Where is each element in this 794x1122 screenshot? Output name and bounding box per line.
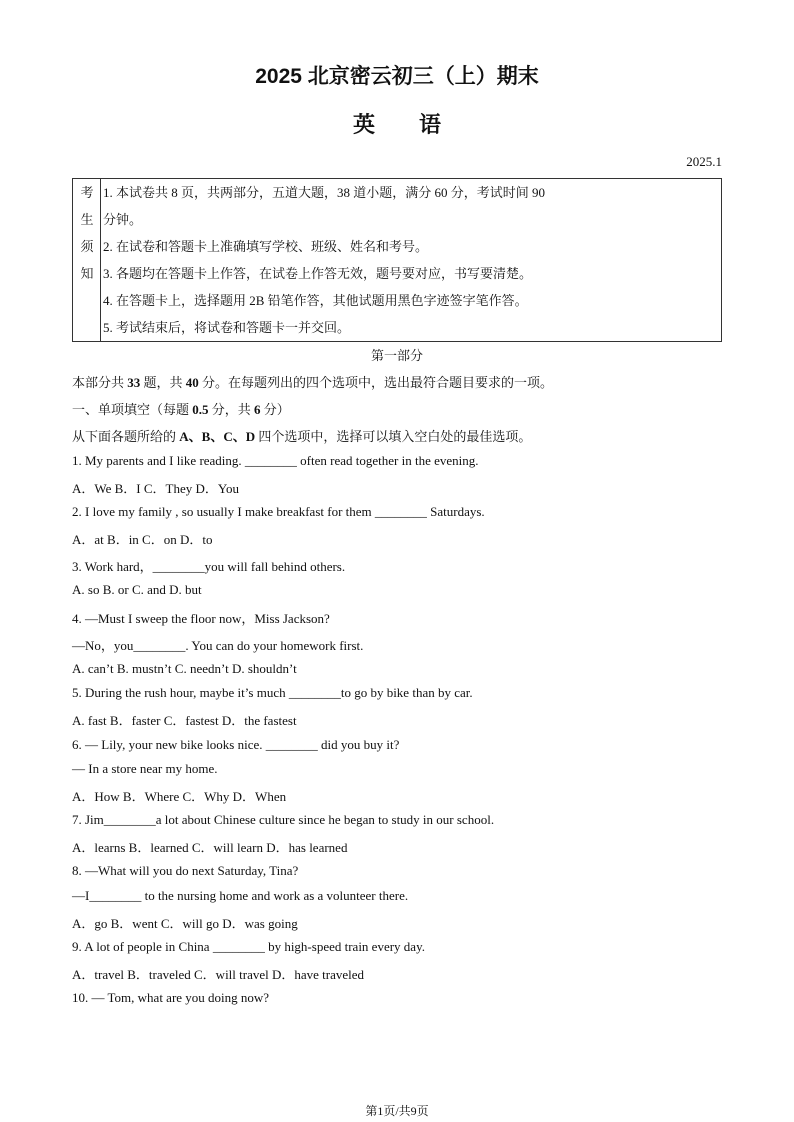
notice-side-char: 考	[80, 185, 94, 200]
question-stem: 9. A lot of people in China ________ by high-speed train every day.	[72, 939, 425, 954]
exam-date: 2025.1	[686, 154, 722, 169]
question-options: A．go B．went C．will go D．was going	[72, 916, 298, 931]
question-stem: 6. — Lily, your new bike looks nice. ________ did you buy it?	[72, 737, 400, 752]
question-stem: 10. — Tom, what are you doing now?	[72, 990, 270, 1005]
question-stem: —I________ to the nursing home and work as a volunteer there.	[72, 888, 409, 903]
part-heading: 第一部分	[370, 348, 423, 363]
question-stem: 2. I love my family , so usually I make breakfast for them ________ Saturdays.	[72, 504, 485, 519]
subject-title: 英语	[352, 112, 485, 137]
question-options: A．learns B．learned C．will learn D．has learned	[72, 840, 348, 855]
notice-side-label	[73, 179, 101, 341]
question-stem: — In a store near my home.	[72, 761, 218, 776]
notice-side-char: 生	[80, 212, 94, 227]
notice-side-char: 须	[80, 239, 94, 254]
notice-side-char: 知	[80, 266, 94, 281]
notice-line: 1. 本试卷共 8 页，共两部分，五道大题，38 道小题，满分 60 分，考试时间 90	[103, 185, 546, 200]
question-options: A. fast B．faster C．fastest D．the fastest	[72, 713, 297, 728]
page-footer: 第1页/共9页	[365, 1104, 429, 1118]
question-options: A. so B. or C. and D. but	[72, 582, 202, 597]
question-stem: 8. —What will you do next Saturday, Tina?	[72, 863, 299, 878]
notice-line: 4. 在答题卡上，选择题用 2B 铅笔作答，其他试题用黑色字迹签字笔作答。	[103, 293, 528, 308]
part-intro: 本部分共 33 题，共 40 分。在每题列出的四个选项中，选出最符合题目要求的一项。	[72, 375, 554, 390]
exam-notice-box	[72, 178, 722, 342]
question-options: A．travel B．traveled C．will travel D．have traveled	[72, 967, 365, 982]
section-instruction: 从下面各题所给的 A、B、C、D 四个选项中，选择可以填入空白处的最佳选项。	[72, 429, 532, 444]
question-stem: 5. During the rush hour, maybe it’s much ________to go by bike than by car.	[72, 685, 473, 700]
page-title: 2025 北京密云初三（上）期末	[255, 65, 539, 88]
notice-line: 分钟。	[103, 212, 143, 227]
notice-line: 2. 在试卷和答题卡上准确填写学校、班级、姓名和考号。	[103, 239, 429, 254]
question-options: A．at B．in C．on D．to	[72, 532, 213, 547]
question-options: A．We B．I C．They D．You	[72, 481, 239, 496]
question-options: A. can’t B. mustn’t C. needn’t D. shouldn’t	[72, 661, 297, 676]
question-stem: —No，you________. You can do your homework first.	[72, 638, 364, 653]
question-stem: 7. Jim________a lot about Chinese culture since he began to study in our school.	[72, 812, 495, 827]
section-title: 一、单项填空（每题 0.5 分，共 6 分）	[72, 402, 290, 417]
question-options: A．How B．Where C．Why D．When	[72, 789, 287, 804]
notice-line: 5. 考试结束后，将试卷和答题卡一并交回。	[103, 320, 351, 335]
question-stem: 4. —Must I sweep the floor now，Miss Jackson?	[72, 611, 330, 626]
notice-line: 3. 各题均在答题卡上作答，在试卷上作答无效，题号要对应，书写要清楚。	[103, 266, 533, 281]
question-stem: 1. My parents and I like reading. ________ often read together in the evening.	[72, 453, 479, 468]
question-stem: 3. Work hard，________you will fall behind others.	[72, 559, 346, 574]
